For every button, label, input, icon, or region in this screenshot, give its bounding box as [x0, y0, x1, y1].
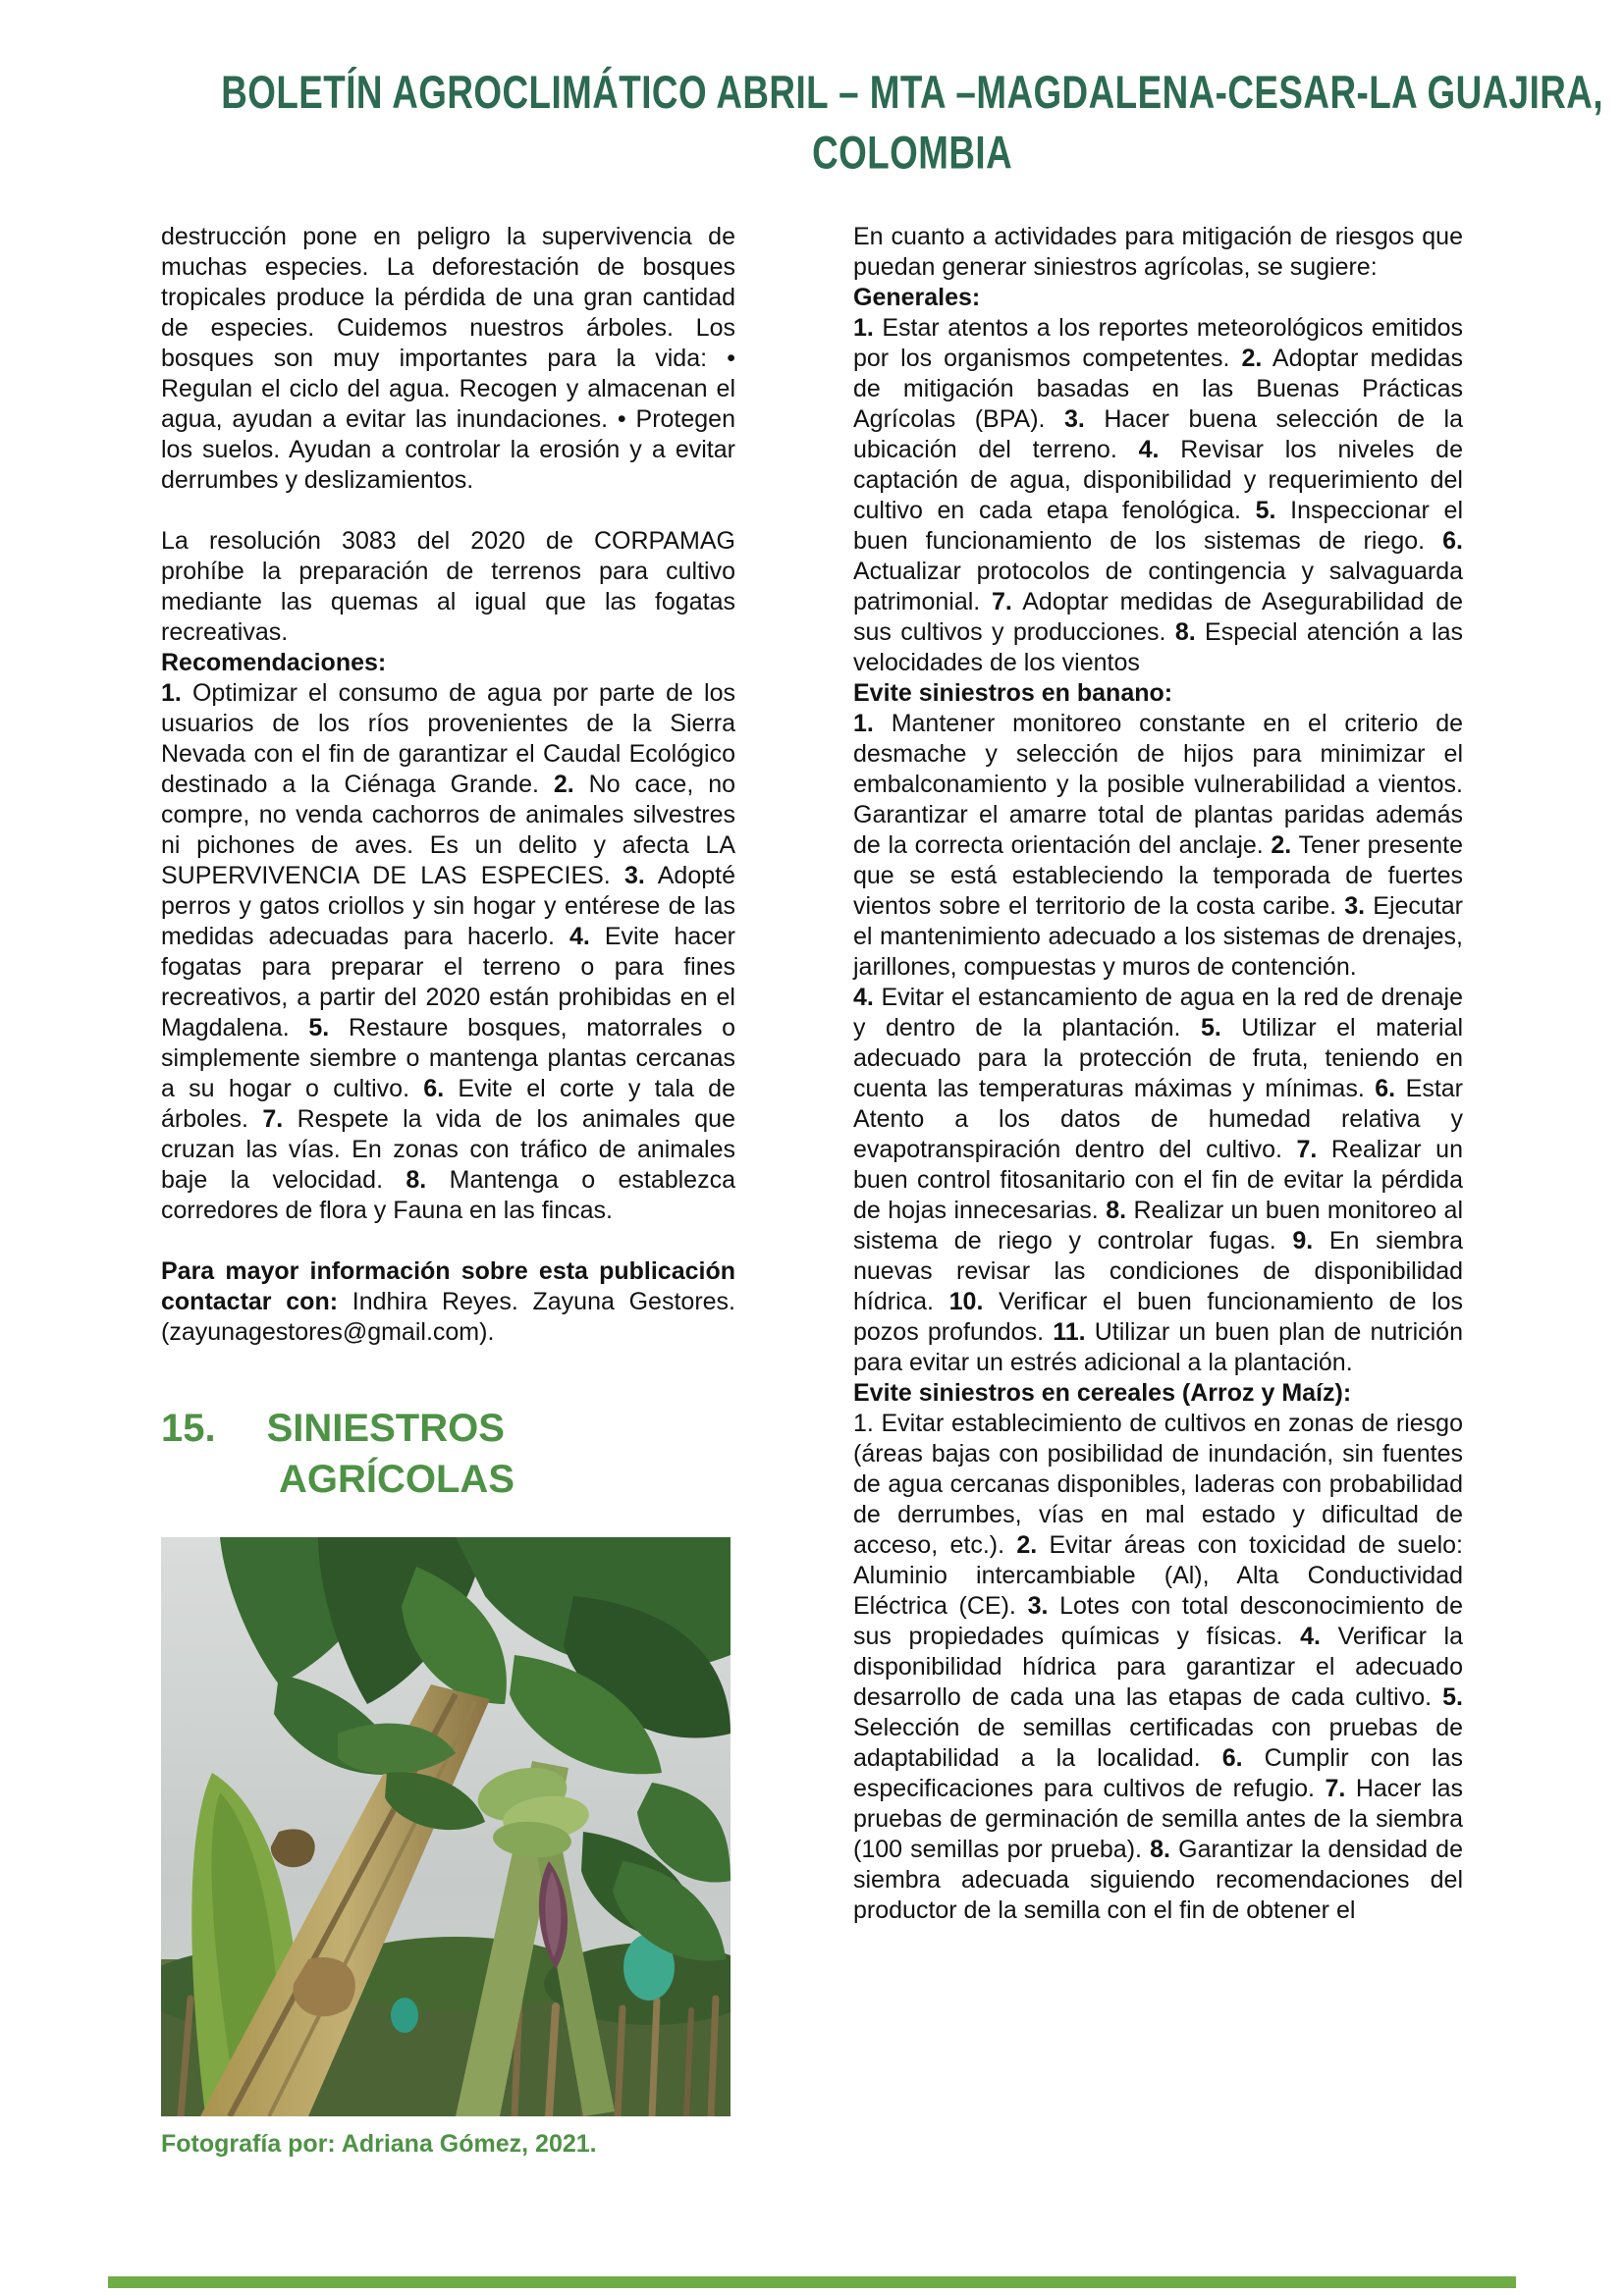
section-number: 15.	[161, 1407, 216, 1450]
photo-caption: Fotografía por: Adriana Gómez, 2021.	[161, 2130, 597, 2159]
photo-teal-bag-small	[391, 1998, 418, 2033]
generales-heading: Generales:	[853, 284, 981, 311]
recommendations-paragraph: 1. Optimizar el consumo de agua por parte de los usuarios de los ríos provenientes de la Sierra Nevada con el fin de garantizar el Caudal Ecológico destinado a la Ciénaga Grande. 2. No cace, no compre, no venda cachorros de animales silvestres ni pichones de aves. Es un delito y afecta LA SUPERVIVENCIA DE LAS ESPECIES. 3. Adopté perros y gatos criollos y sin hogar y entérese de las medidas adecuadas para hacerlo. 4. Evite hacer fogatas para preparar el terreno o para fines recreativos, a partir del 2020 están prohibidas en el Magdalena. 5. Restaure bosques, matorrales o simplemente siembre o mantenga plantas cercanas a su hogar o cultivo. 6. Evite el corte y tala de árboles. 7. Respete la vida de los animales que cruzan las vías. En zonas con tráfico de animales baje la velocidad. 8. Mantenga o establezca corredores de flora y Fauna en las fincas.	[161, 679, 735, 1224]
section-heading-siniestros-agricolas	[161, 1403, 735, 1505]
title-line-1: BOLETÍN AGROCLIMÁTICO ABRIL – MTA –MAGDALENA-CESAR-LA GUAJIRA,	[221, 67, 1604, 119]
recommendations-heading: Recomendaciones:	[161, 649, 387, 676]
paragraph-deforestation: destrucción pone en peligro la supervivencia de muchas especies. La deforestación de bosques tropicales produce la pérdida de una gran cantidad de especies. Cuidemos nuestros árboles. Los bosques son muy importantes para la vida: • Regulan el ciclo del agua. Recogen y almacenan el agua, ayudan a evitar las inundaciones. • Protegen los suelos. Ayudan a controlar la erosión y a evitar derrumbes y deslizamientos.	[161, 223, 735, 494]
banana-plantation-illustration	[161, 1537, 731, 2116]
page-title	[161, 63, 1604, 179]
cereales-heading: Evite siniestros en cereales (Arroz y Maíz):	[853, 1379, 1352, 1407]
left-column	[161, 222, 735, 2183]
page-content	[161, 63, 1604, 2183]
two-column-layout	[161, 222, 1463, 2183]
banano-heading: Evite siniestros en banano:	[853, 679, 1173, 707]
page-title-text	[221, 63, 1603, 184]
cereales-paragraph: 1. Evitar establecimiento de cultivos en zonas de riesgo (áreas bajas con posibilidad de inundación, sin fuentes de agua cercanas disponibles, laderas con probabilidad de derrumbes, vías en mal estado y dificultad de acceso, etc.). 2. Evitar áreas con toxicidad de suelo: Aluminio intercambiable (Al), Alta Conductividad Eléctrica (CE). 3. Lotes con total desconocimiento de sus propiedades químicas y físicas. 4. Verificar la disponibilidad hídrica para garantizar el adecuado desarrollo de cada una las etapas de cada cultivo. 5. Selección de semillas certificadas con pruebas de adaptabilidad a la localidad. 6. Cumplir con las especificaciones para cultivos de refugio. 7. Hacer las pruebas de germinación de semilla antes de la siembra (100 semillas por prueba). 8. Garantizar la densidad de siembra adecuada siguiendo recomendaciones del productor de la semilla con el fin de obtener el	[853, 1410, 1464, 1924]
plantation-photo	[161, 1537, 731, 2116]
banano-paragraph-a: 1. Mantener monitoreo constante en el criterio de desmache y selección de hijos para minimizar el embalconamiento y la posible vulnerabilidad a vientos. Garantizar el amarre total de plantas paridas además de la correcta orientación del anclaje. 2. Tener presente que se está estableciendo la temporada de fuertes vientos sobre el territorio de la costa caribe. 3. Ejecutar el mantenimiento adecuado a los sistemas de drenajes, jarillones, compuestas y muros de contención.	[853, 710, 1463, 981]
right-column	[853, 222, 1463, 1926]
contact-paragraph: Para mayor información sobre esta publicación contactar con: Indhira Reyes. Zayuna Gestores. (zayunagestores@gmail.com).	[161, 1257, 735, 1346]
mitigation-intro-paragraph: En cuanto a actividades para mitigación de riesgos que puedan generar siniestros agrícolas, se sugiere:	[853, 223, 1463, 281]
title-line-2: COLOMBIA	[812, 128, 1013, 179]
banano-paragraph-b: 4. Evitar el estancamiento de agua en la red de drenaje y dentro de la plantación. 5. Utilizar el material adecuado para la protección de fruta, teniendo en cuenta las temperaturas máximas y mínimas. 6. Estar Atento a los datos de humedad relativa y evapotranspiración dentro del cultivo. 7. Realizar un buen control fitosanitario con el fin de evitar la pérdida de hojas innecesarias. 8. Realizar un buen monitoreo al sistema de riego y controlar fugas. 9. En siembra nuevas revisar las condiciones de disponibilidad hídrica. 10. Verificar el buen funcionamiento de los pozos profundos. 11. Utilizar un buen plan de nutrición para evitar un estrés adicional a la plantación.	[853, 984, 1464, 1376]
footer-accent-bar	[108, 2276, 1516, 2288]
generales-paragraph: 1. Estar atentos a los reportes meteorológicos emitidos por los organismos competentes. 2. Adoptar medidas de mitigación basadas en las Buenas Prácticas Agrícolas (BPA). 3. Hacer buena selección de la ubicación del terreno. 4. Revisar los niveles de captación de agua, disponibilidad y requerimiento del cultivo en cada etapa fenológica. 5. Inspeccionar el buen funcionamiento de los sistemas de riego. 6. Actualizar protocolos de contingencia y salvaguarda patrimonial. 7. Adoptar medidas de Asegurabilidad de sus cultivos y producciones. 8. Especial atención a las velocidades de los vientos	[853, 314, 1463, 676]
section-title: SINIESTROS AGRÍCOLAS	[266, 1407, 514, 1501]
paragraph-resolution: La resolución 3083 del 2020 de CORPAMAG prohíbe la preparación de terrenos para cultivo mediante las quemas al igual que las fogatas recreativas.	[161, 527, 735, 646]
